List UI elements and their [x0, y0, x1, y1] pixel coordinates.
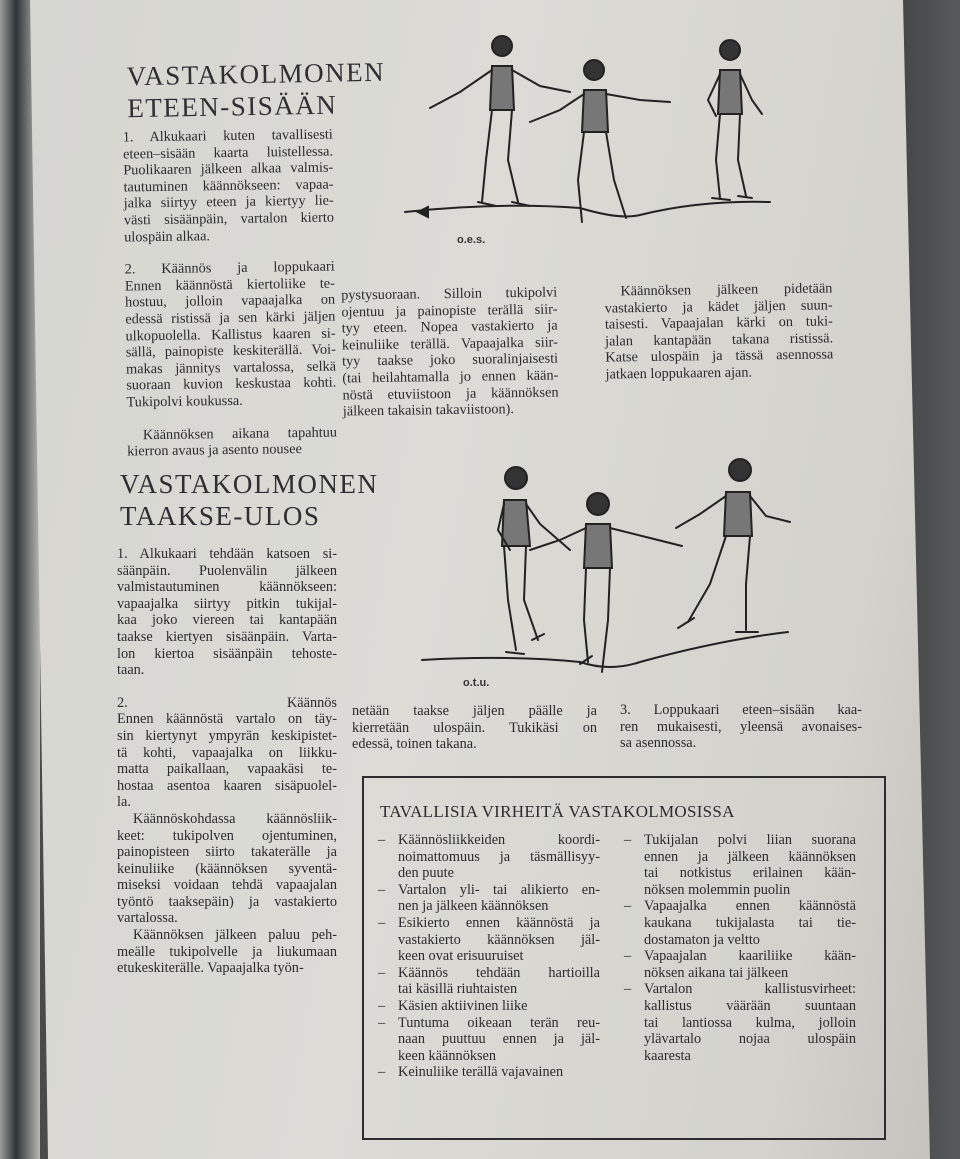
error-list-item: [624, 948, 856, 981]
error-list-item: [378, 1015, 600, 1065]
title-line: ETEEN-SISÄÄN: [127, 89, 338, 124]
error-list-item: [624, 981, 856, 1064]
text-line: ojentuu ja painopiste terällä siir-: [341, 301, 558, 321]
text-line: netään taakse jäljen päälle ja: [352, 703, 597, 719]
text-line: Puolikaaren jälkeen alkaa valmis-: [123, 159, 334, 179]
text-line: hostuu, jolloin vapaajalka on: [125, 291, 336, 311]
dash-bullet: –: [378, 1064, 386, 1081]
text-line: kaa joko viereen tai kantapään: [117, 612, 337, 629]
text-line: Käännös tehdään hartioilla: [398, 964, 600, 981]
text-line: 1. Alkukaari kuten tavallisesti: [122, 126, 333, 146]
text-line: eteen–sisään kaarta luistellessa.: [122, 143, 334, 163]
text-line: vastakierto ja kädet jäljen suun-: [604, 297, 833, 317]
text-line: 2. Käännös ja loppukaari: [124, 258, 335, 278]
errors-list-left: [378, 832, 600, 1081]
text-line: Käännöksen jälkeen pidetään: [620, 280, 833, 300]
figure-label-oes: o.e.s.: [457, 234, 486, 246]
error-list-item: [378, 998, 600, 1015]
text-line: Esikierto ennen käännöstä ja: [398, 914, 600, 931]
text-line: Ennen käännöstä vartalo on täy-: [117, 711, 337, 728]
text-line: kaaresta: [644, 1047, 691, 1064]
text-line: jalan kantapään takana ristissä.: [605, 330, 834, 350]
text-line: 1. Alkukaari tehdään katsoen si-: [117, 546, 337, 562]
dash-bullet: –: [624, 898, 632, 915]
skater-figure-1: [430, 36, 570, 206]
text-line: kallistus väärään suuntaan: [644, 997, 856, 1014]
text-line: Tukijalan polvi liian suorana: [644, 832, 856, 848]
dash-bullet: –: [378, 997, 386, 1014]
text-line: Käännöksen jälkeen paluu peh-: [133, 927, 337, 944]
section2-col1: [117, 546, 337, 977]
text-line: ren mukaisesti, yleensä avonaises-: [620, 718, 862, 735]
paragraph: [127, 424, 337, 460]
text-line: Käsien aktiivinen liike: [398, 997, 528, 1014]
text-line: makas jännitys vartalossa, selkä: [125, 358, 337, 378]
text-line: jalka siirtyy eteen ja kiertyy lie-: [123, 192, 334, 212]
text-line: valmistautuminen käännökseen:: [117, 579, 337, 596]
text-line: vastakierto käännöksen jäl-: [398, 931, 600, 948]
error-list-item: [624, 898, 856, 948]
text-line: suoraan kuvion keskustaa kohti.: [126, 374, 337, 394]
section1-col1: [123, 127, 338, 461]
text-line: Keinuliike terällä vajavainen: [398, 1064, 564, 1081]
text-line: 3. Loppukaari eteen–sisään kaa-: [620, 702, 862, 718]
text-line: ennen ja jälkeen käännöksen: [644, 848, 856, 865]
skater-figure-2: [530, 493, 682, 672]
text-line: Tuntuma oikeaan terän reu-: [398, 1014, 600, 1031]
paragraph: [117, 927, 337, 977]
figure-label-otu: o.t.u.: [463, 677, 490, 689]
text-line: lon kiertoa sisäänpäin tehoste-: [117, 645, 337, 662]
text-line: matta paikallaan, vapaakäsi te-: [117, 761, 337, 778]
text-line: Vapaajalka ennen käännöstä: [644, 898, 856, 915]
text-line: vartalossa.: [117, 910, 178, 927]
text-line: la.: [117, 794, 131, 811]
dash-bullet: –: [378, 914, 386, 931]
title-line: VASTAKOLMONEN: [120, 469, 379, 499]
dash-bullet: –: [624, 832, 632, 848]
paragraph: [620, 702, 862, 752]
text-line: den puute: [398, 865, 454, 882]
skater-illustration-oes: [400, 30, 780, 230]
text-line: sin kiertynyt ympyrän keskipistet-: [117, 727, 337, 744]
title-line: VASTAKOLMONEN: [126, 56, 386, 92]
text-line: dostamaton ja veltto: [644, 931, 760, 948]
text-line: (tai heilahtamalla jo ennen kään-: [342, 367, 559, 387]
section1-title: [126, 56, 385, 124]
text-line: Katse ulospäin ja tässä asennossa: [605, 346, 834, 366]
section1-col3: [604, 280, 833, 383]
text-line: västi sisäänpäin, vartalon kierto: [123, 209, 335, 229]
text-line: tai lantiossa kulma, jolloin: [644, 1014, 856, 1031]
text-line: tai käsillä riuhtaisten: [398, 981, 518, 998]
text-line: jälkeen takaisin takaviistoon).: [342, 401, 515, 420]
error-list-item: [378, 882, 600, 915]
text-line: Vartalon yli- tai alikierto en-: [398, 881, 600, 898]
text-line: keet: tukipolven ojentuminen,: [117, 827, 337, 844]
text-line: tä kohti, vapaajalka on liikku-: [117, 744, 337, 761]
text-line: Ennen käännöstä kiertoliike te-: [124, 275, 335, 295]
dash-bullet: –: [378, 1014, 386, 1031]
section2-col2: [352, 703, 597, 753]
text-line: kaukana tukijalasta tai tie-: [644, 914, 856, 931]
text-line: ulkopuolella. Kallistus kaaren si-: [125, 325, 336, 344]
text-line: nöksen aikana tai jälkeen: [644, 964, 789, 981]
text-line: edessä ristissä ja sen kärki jäljen: [125, 308, 336, 328]
error-list-item: [378, 965, 600, 998]
text-line: hostaa asentoa kaaren sisäpuolel-: [117, 777, 337, 794]
text-line: noimattomuus ja täsmällisyy-: [398, 848, 600, 865]
text-line: nöstä etuviistoon ja käännöksen: [342, 384, 559, 404]
error-list-item: [378, 915, 600, 965]
dash-bullet: –: [378, 964, 386, 981]
section2-title: [120, 468, 378, 532]
skater-figure-2: [530, 60, 670, 222]
section1-col2: [341, 284, 559, 420]
dash-bullet: –: [378, 881, 386, 898]
paragraph: [341, 284, 559, 420]
text-line: vapaajalka siirtyy pitkin tukijal-: [117, 595, 337, 612]
text-line: keen ovat erisuuruiset: [398, 948, 524, 965]
common-errors-title: TAVALLISIA VIRHEITÄ VASTAKOLMOSISSA: [380, 802, 735, 821]
errors-list-right: [624, 832, 856, 1064]
error-list-item: [378, 1064, 600, 1081]
text-line: nöksen molemmin puolin: [644, 881, 791, 898]
text-line: tyy eteen. Nopea vastakierto ja: [341, 317, 558, 337]
skater-figure-3: [676, 459, 790, 632]
skater-illustration-otu: [420, 450, 800, 680]
text-line: edessä, toinen takana.: [352, 736, 477, 753]
error-list-item: [624, 832, 856, 898]
paragraph: [123, 127, 335, 246]
arrow-icon: [418, 207, 428, 217]
text-line: pystysuoraan. Silloin tukipolvi: [341, 284, 558, 304]
paragraph: [125, 259, 337, 411]
text-line: säänpäin. Puolenvälin jälkeen: [117, 562, 337, 579]
skater-figure-3: [708, 40, 762, 200]
text-line: Käännöksen aikana tapahtuu: [142, 424, 338, 443]
paragraph: [117, 695, 337, 811]
text-line: Vartalon kallistusvirheet:: [644, 981, 856, 998]
text-line: meälle tukipolvelle ja liukumaan: [117, 943, 337, 960]
text-line: etukeskiterälle. Vapaajalka työn-: [117, 960, 304, 977]
text-line: Tukipolvi koukussa.: [126, 392, 243, 411]
text-line: ylävartalo nojaa ulospäin: [644, 1031, 856, 1048]
title-line: TAAKSE-ULOS: [120, 501, 321, 531]
text-line: keinuliike (käännöksen syventä-: [117, 860, 337, 877]
text-line: tyy taakse joko suoralinjaisesti: [342, 350, 559, 370]
paragraph: [117, 811, 337, 927]
text-line: miseksi voidaan tehdä vapaajalan: [117, 877, 337, 894]
text-line: tai notkistus erilainen kään-: [644, 865, 856, 882]
paragraph: [352, 703, 597, 753]
text-line: taisesti. Vapaajalan kärki on tuki-: [604, 313, 833, 333]
dash-bullet: –: [624, 981, 632, 998]
text-line: kierretään ulospäin. Tukikäsi on: [352, 719, 597, 736]
section2-col3: [620, 702, 862, 752]
text-line: 2. Käännös: [117, 694, 337, 711]
text-line: sällä, painopiste keskiterällä. Voi-: [125, 341, 336, 361]
tracing-line: [405, 202, 770, 217]
text-line: Käännöskohdassa käännösliik-: [133, 810, 337, 827]
text-line: taan.: [117, 662, 145, 679]
text-line: kierron avaus ja asento nousee: [127, 441, 302, 460]
paragraph: [117, 546, 337, 679]
text-line: keen käännöksen: [398, 1047, 497, 1064]
dash-bullet: –: [624, 948, 632, 965]
text-line: nen ja jälkeen käännöksen: [398, 898, 549, 915]
text-line: sa asennossa.: [620, 735, 697, 752]
skater-figure-1: [498, 467, 570, 654]
text-line: keinuliike terällä. Vapaajalka siir-: [341, 334, 558, 354]
paragraph-gap: [117, 679, 337, 695]
text-line: työntö taaksepäin) ja vastakierto: [117, 893, 337, 910]
text-line: tautuminen käännökseen: vapaa-: [123, 176, 334, 196]
text-line: naan puuttuu ennen ja jäl-: [398, 1031, 600, 1048]
dash-bullet: –: [378, 832, 386, 848]
paragraph: [604, 280, 833, 383]
text-line: painopisteen siirto takaterälle ja: [117, 844, 337, 861]
text-line: taakse kiertyen sisäänpäin. Varta-: [117, 628, 337, 645]
text-line: ulospäin alkaa.: [124, 227, 211, 246]
text-line: Vapaajalan kaariliike kään-: [644, 948, 856, 965]
text-line: jatkaen loppukaaren ajan.: [605, 364, 753, 383]
error-list-item: [378, 832, 600, 882]
text-line: Käännösliikkeiden koordi-: [398, 832, 600, 848]
